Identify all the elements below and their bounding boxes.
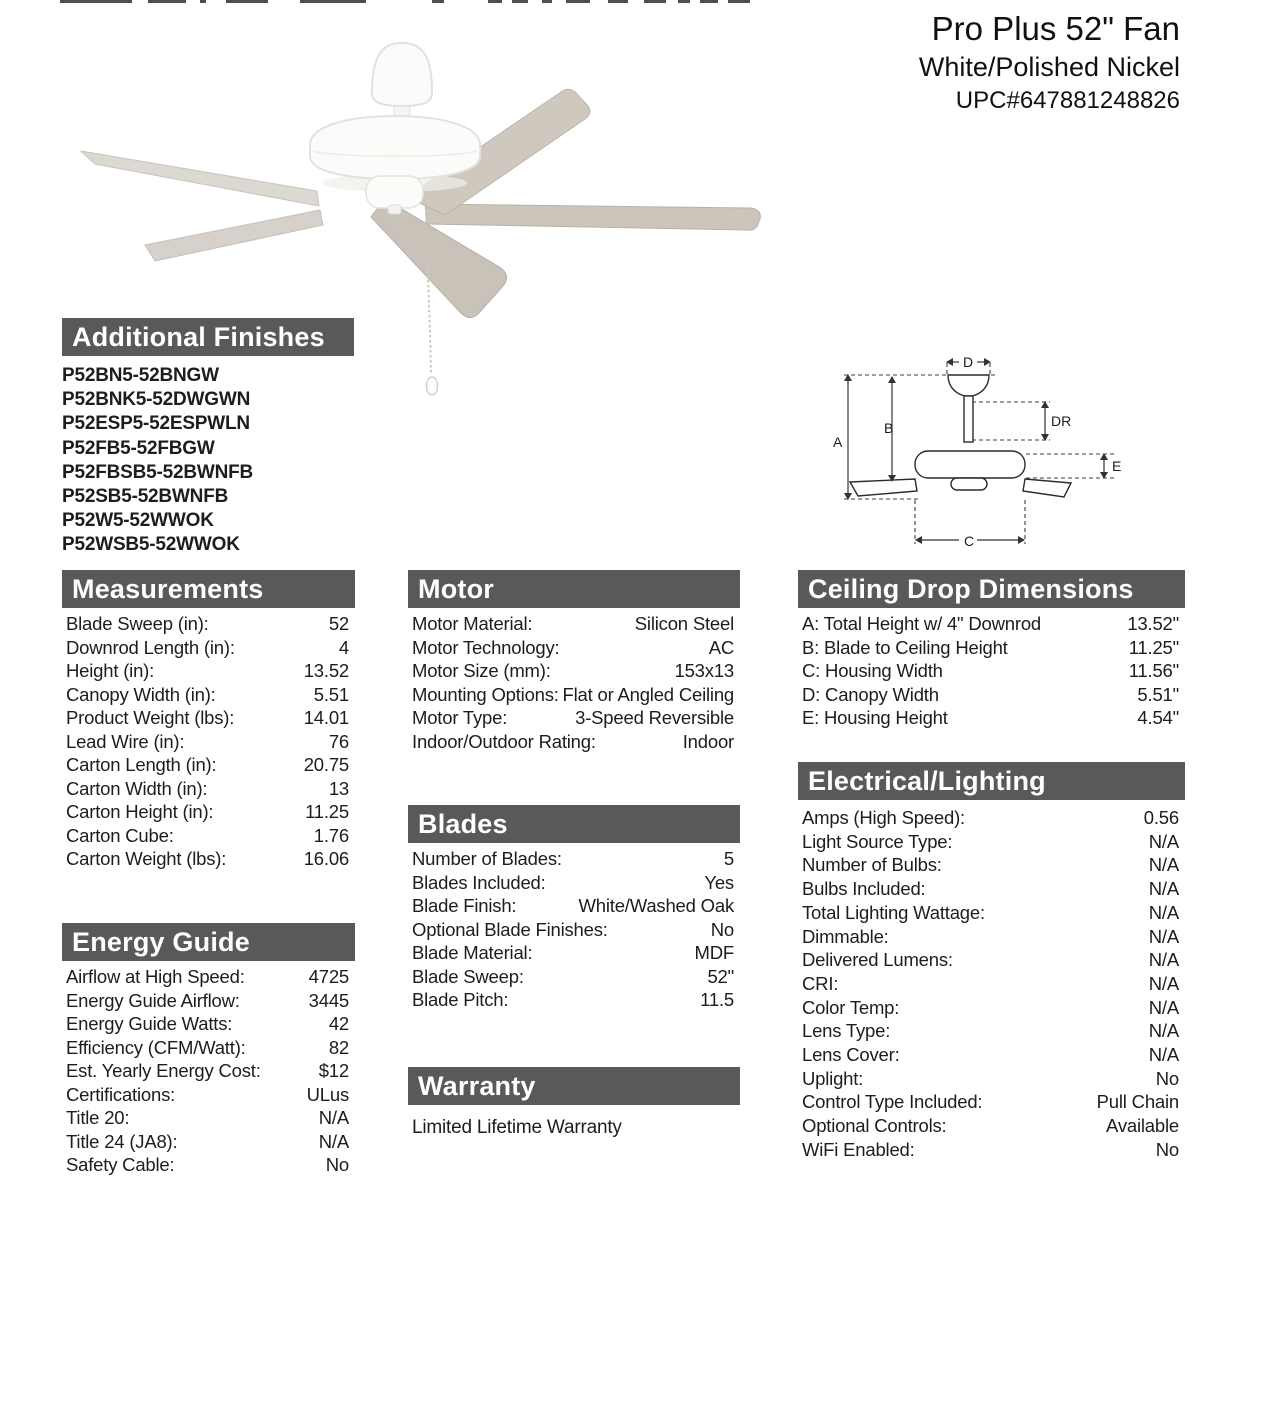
spec-row-value: 5: [723, 848, 734, 869]
spec-row-value: 4: [338, 636, 349, 658]
spec-row-label: Certifications:: [66, 1083, 176, 1105]
spec-row-value: 14.01: [303, 707, 349, 728]
spec-row-label: Dimmable:: [802, 925, 889, 947]
spec-row-value: 0.56: [1143, 807, 1179, 828]
spec-row-label: Motor Size (mm):: [412, 660, 551, 681]
spec-row-label: Delivered Lumens:: [802, 949, 953, 971]
spec-row-label: Light Source Type:: [802, 830, 953, 852]
spec-row: [62, 824, 355, 848]
spec-row-value: N/A: [1148, 972, 1179, 994]
spec-row: [62, 847, 355, 871]
ceiling-drop-diagram: [820, 330, 1150, 560]
spec-row: [798, 1138, 1185, 1162]
motor-rows: [408, 612, 740, 753]
spec-row-value: 52": [707, 965, 734, 987]
spec-row-label: D: Canopy Width: [802, 683, 939, 705]
spec-row: [798, 901, 1185, 925]
spec-row-label: Carton Weight (lbs):: [66, 848, 227, 869]
spec-row-label: Lens Cover:: [802, 1044, 900, 1066]
spec-row-label: Energy Guide Airflow:: [66, 989, 240, 1011]
spec-row: [798, 1019, 1185, 1043]
spec-row: [408, 636, 740, 660]
section-additional-finishes: [62, 318, 354, 558]
finish-item: P52W5-52WWOK: [62, 510, 214, 532]
spec-row-label: Lens Type:: [802, 1020, 891, 1042]
spec-row-label: Optional Blade Finishes:: [412, 918, 608, 940]
product-name: Pro Plus 52" Fan: [931, 10, 1180, 47]
spec-row-value: 16.06: [303, 848, 349, 869]
spec-row-label: E: Housing Height: [802, 707, 948, 728]
spec-row-value: 20.75: [303, 754, 349, 775]
spec-row: [798, 1043, 1185, 1067]
measurements-rows: [62, 612, 355, 871]
spec-row-label: CRI:: [802, 972, 839, 994]
spec-row-value: Yes: [704, 871, 734, 893]
section-header-measurements: Measurements: [62, 570, 355, 608]
spec-row-label: Control Type Included:: [802, 1091, 983, 1113]
spec-row: [62, 730, 355, 754]
spec-row-value: No: [1155, 1138, 1179, 1160]
spec-row-value: 5.51: [313, 683, 349, 705]
finish-item: P52BN5-52BNGW: [62, 365, 219, 386]
spec-row-value: N/A: [1148, 1044, 1179, 1066]
spec-row-value: 11.25: [305, 801, 349, 822]
spec-row-value: 5.51": [1137, 683, 1179, 705]
spec-row: [798, 830, 1185, 854]
spec-row: [62, 1012, 355, 1036]
spec-row-value: 11.56": [1128, 660, 1179, 681]
spec-row-label: Motor Technology:: [412, 636, 560, 658]
spec-row: [408, 941, 740, 965]
spec-row-label: Airflow at High Speed:: [66, 966, 245, 987]
diagram-label-c: C: [964, 533, 975, 549]
spec-row: [408, 965, 740, 989]
spec-row-label: WiFi Enabled:: [802, 1138, 915, 1160]
spec-row: [408, 918, 740, 942]
product-title-block: [919, 8, 1180, 116]
spec-row: [408, 730, 740, 754]
spec-row-label: Blades Included:: [412, 871, 546, 893]
spec-row: [62, 1153, 355, 1177]
spec-row-value: 153x13: [674, 660, 734, 681]
finish-item: P52ESP5-52ESPWLN: [62, 413, 250, 435]
diagram-label-d: D: [963, 354, 974, 370]
spec-row-value: N/A: [1148, 996, 1179, 1018]
finish-item: P52FB5-52FBGW: [62, 437, 215, 459]
spec-row-value: N/A: [318, 1107, 349, 1128]
spec-row-value: No: [1155, 1067, 1179, 1089]
spec-row-value: 11.25": [1128, 636, 1179, 658]
spec-row: [62, 1106, 355, 1130]
spec-row: [798, 636, 1185, 660]
section-header-electrical-lighting: Electrical/Lighting: [798, 762, 1185, 800]
diagram-label-a: A: [833, 434, 843, 450]
spec-row: [798, 1067, 1185, 1091]
spec-row-label: Product Weight (lbs):: [66, 707, 235, 728]
spec-row: [798, 612, 1185, 636]
spec-row-label: Efficiency (CFM/Watt):: [66, 1036, 246, 1058]
spec-row-label: Title 24 (JA8):: [66, 1130, 178, 1152]
spec-row: [62, 753, 355, 777]
section-motor: [408, 570, 740, 753]
spec-row-value: Indoor: [682, 730, 734, 752]
spec-row-value: N/A: [318, 1130, 349, 1152]
spec-row-value: 13.52": [1127, 613, 1179, 634]
spec-row-value: No: [710, 918, 734, 940]
spec-row-label: Number of Blades:: [412, 848, 562, 869]
spec-row-label: Total Lighting Wattage:: [802, 901, 985, 923]
product-finish-name: White/Polished Nickel: [918, 52, 1180, 82]
spec-row: [62, 777, 355, 801]
spec-row-value: AC: [708, 636, 734, 658]
spec-row: [798, 659, 1185, 683]
spec-row: [62, 800, 355, 824]
section-electrical-lighting: [798, 762, 1185, 1162]
spec-row: [408, 706, 740, 730]
spec-row-value: 13: [328, 777, 349, 799]
spec-row-value: 3-Speed Reversible: [575, 707, 734, 728]
spec-row-label: Optional Controls:: [802, 1115, 947, 1137]
spec-row: [798, 877, 1185, 901]
spec-row: [798, 1090, 1185, 1114]
energy-guide-rows: [62, 965, 355, 1177]
spec-row-label: C: Housing Width: [802, 660, 943, 681]
spec-row-label: Carton Height (in):: [66, 801, 214, 822]
spec-row-value: 3445: [308, 989, 349, 1011]
diagram-label-dr: DR: [1051, 413, 1072, 429]
spec-row: [798, 706, 1185, 730]
spec-row-value: Available: [1106, 1115, 1179, 1137]
spec-row-value: 4725: [308, 966, 349, 987]
spec-row-value: White/Washed Oak: [578, 895, 734, 916]
spec-row: [408, 612, 740, 636]
spec-row-label: Bulbs Included:: [802, 878, 926, 900]
spec-row: [798, 925, 1185, 949]
spec-row-label: B: Blade to Ceiling Height: [802, 636, 1008, 658]
section-header-warranty: Warranty: [408, 1067, 740, 1105]
spec-row-value: 1.76: [313, 824, 349, 846]
spec-row: [62, 706, 355, 730]
spec-row-value: 76: [328, 730, 349, 752]
spec-row-label: Blade Material:: [412, 942, 533, 963]
spec-row: [798, 1114, 1185, 1138]
spec-row: [62, 636, 355, 660]
finish-item: P52BNK5-52DWGWN: [62, 389, 251, 411]
spec-row-label: Blade Sweep:: [412, 965, 524, 987]
spec-row: [408, 894, 740, 918]
spec-row-value: 42: [328, 1013, 349, 1034]
spec-row: [62, 1083, 355, 1107]
spec-row: [408, 659, 740, 683]
spec-row: [62, 612, 355, 636]
spec-row-value: N/A: [1148, 949, 1179, 971]
spec-row: [62, 1036, 355, 1060]
spec-row-label: Blade Pitch:: [412, 989, 509, 1010]
spec-row-value: N/A: [1148, 1020, 1179, 1042]
spec-row-label: Safety Cable:: [66, 1154, 175, 1175]
spec-row-value: No: [325, 1154, 349, 1175]
spec-row-label: Carton Width (in):: [66, 777, 208, 799]
spec-row-label: Est. Yearly Energy Cost:: [66, 1060, 261, 1081]
warranty-text: Limited Lifetime Warranty: [412, 1117, 622, 1138]
spec-row-label: Uplight:: [802, 1067, 864, 1089]
spec-row-value: Pull Chain: [1096, 1091, 1179, 1113]
spec-row-value: 13.52: [303, 660, 349, 681]
spec-row: [798, 683, 1185, 707]
spec-row-label: Downrod Length (in):: [66, 636, 235, 658]
spec-row-label: Height (in):: [66, 660, 155, 681]
spec-row-label: Canopy Width (in):: [66, 683, 216, 705]
section-warranty: [408, 1067, 740, 1139]
spec-row-value: 52: [328, 613, 349, 634]
finish-item: P52SB5-52BWNFB: [62, 486, 229, 508]
spec-row-label: Motor Type:: [412, 707, 508, 728]
spec-row: [62, 989, 355, 1013]
finish-item: P52FBSB5-52BWNFB: [62, 461, 254, 483]
section-header-additional-finishes: Additional Finishes: [62, 318, 354, 356]
spec-row-label: Blade Finish:: [412, 895, 517, 916]
section-measurements: [62, 570, 355, 871]
spec-row-value: N/A: [1148, 830, 1179, 852]
spec-row: [798, 996, 1185, 1020]
product-upc: UPC#647881248826: [955, 87, 1180, 114]
spec-row: [408, 683, 740, 707]
section-header-ceiling-drop-dimensions: Ceiling Drop Dimensions: [798, 570, 1185, 608]
diagram-fan-outline: [850, 375, 1071, 497]
spec-row: [62, 659, 355, 683]
spec-row-value: N/A: [1148, 878, 1179, 900]
spec-row-value: 4.54": [1137, 707, 1179, 728]
spec-row: [408, 847, 740, 871]
spec-row: [798, 806, 1185, 830]
spec-row-value: N/A: [1148, 901, 1179, 923]
spec-row-value: ULus: [306, 1083, 349, 1105]
spec-row-label: Energy Guide Watts:: [66, 1013, 233, 1034]
diagram-label-e: E: [1112, 458, 1122, 474]
spec-row-label: Mounting Options:: [412, 683, 559, 705]
spec-row-value: MDF: [694, 942, 734, 963]
spec-row: [798, 853, 1185, 877]
spec-row-value: Flat or Angled Ceiling: [562, 683, 734, 705]
spec-row-value: 11.5: [700, 989, 734, 1010]
spec-row-value: N/A: [1148, 854, 1179, 876]
blades-rows: [408, 847, 740, 1012]
spec-row-label: A: Total Height w/ 4" Downrod: [802, 613, 1041, 634]
spec-row: [798, 972, 1185, 996]
section-energy-guide: [62, 923, 355, 1177]
section-header-energy-guide: Energy Guide: [62, 923, 355, 961]
spec-row-value: Silicon Steel: [634, 613, 734, 634]
spec-row: [62, 965, 355, 989]
section-header-motor: Motor: [408, 570, 740, 608]
finish-item: P52WSB5-52WWOK: [62, 534, 240, 556]
additional-finishes-list: [62, 364, 354, 558]
spec-row-label: Number of Bulbs:: [802, 854, 942, 876]
spec-row-value: $12: [318, 1060, 349, 1081]
spec-row-value: 82: [328, 1036, 349, 1058]
section-header-blades: Blades: [408, 805, 740, 843]
section-blades: [408, 805, 740, 1012]
ceiling-drop-rows: [798, 612, 1185, 730]
diagram-label-b: B: [884, 420, 894, 436]
spec-row-label: Lead Wire (in):: [66, 730, 185, 752]
spec-row-value: N/A: [1148, 925, 1179, 947]
spec-row-label: Carton Length (in):: [66, 754, 217, 775]
spec-row-label: Blade Sweep (in):: [66, 613, 209, 634]
spec-row: [408, 871, 740, 895]
spec-row: [62, 1130, 355, 1154]
spec-row-label: Amps (High Speed):: [802, 807, 965, 828]
spec-row: [62, 683, 355, 707]
spec-row-label: Indoor/Outdoor Rating:: [412, 730, 596, 752]
spec-row-label: Color Temp:: [802, 996, 900, 1018]
spec-row-label: Motor Material:: [412, 613, 533, 634]
spec-row: [62, 1059, 355, 1083]
section-ceiling-drop-dimensions: [798, 570, 1185, 730]
spec-row-label: Title 20:: [66, 1107, 130, 1128]
spec-row: [798, 948, 1185, 972]
spec-row-label: Carton Cube:: [66, 824, 174, 846]
spec-row: [408, 988, 740, 1012]
electrical-lighting-rows: [798, 806, 1185, 1162]
